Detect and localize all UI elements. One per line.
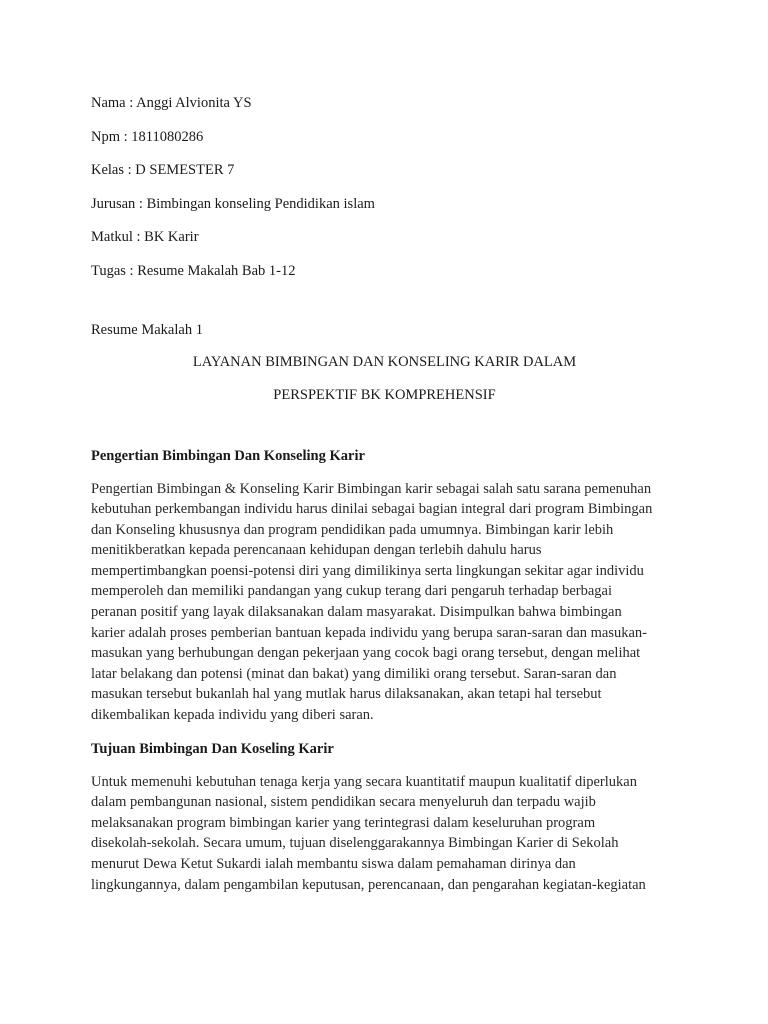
paragraph-line: dalam pembangunan nasional, sistem pendidikan secara menyeluruh dan terpadu wajib: [91, 794, 596, 811]
section-paragraph-tujuan: [91, 772, 678, 896]
paragraph-line: peranan positif yang layak dilaksanakan dalam masyarakat. Disimpulkan bahwa bimbingan: [91, 604, 622, 621]
paragraph-line: disekolah-sekolah. Secara umum, tujuan diselenggarakannya Bimbingan Karier di Sekolah: [91, 835, 619, 852]
paragraph-line: mempertimbangkan poensi-potensi diri yang dimilikinya serta lingkungan sekitar agar individu: [91, 562, 644, 579]
document-title-line-2: PERSPEKTIF BK KOMPREHENSIF: [273, 386, 496, 403]
course-name: Matkul : BK Karir: [91, 229, 199, 245]
section-heading-tujuan: Tujuan Bimbingan Dan Koseling Karir: [91, 740, 334, 757]
assignment-name: Tugas : Resume Makalah Bab 1-12: [91, 262, 296, 279]
student-major: Jurusan : Bimbingan konseling Pendidikan islam: [91, 195, 375, 212]
student-class: Kelas : D SEMESTER 7: [91, 162, 235, 178]
paragraph-line: menurut Dewa Ketut Sukardi ialah membantu siswa dalam pemahaman dirinya dan: [91, 856, 576, 872]
paragraph-line: dikembalikan kepada individu yang diberi saran.: [91, 707, 374, 724]
paragraph-line: masukan tersebut bukanlah hal yang mutlak harus dilaksanakan, akan tetapi hal tersebut: [91, 686, 602, 703]
paragraph-line: Pengertian Bimbingan & Konseling Karir Bimbingan karir sebagai salah satu sarana pemenuhan: [91, 480, 652, 497]
student-info-block: [91, 0, 678, 280]
section-paragraph-pengertian: [91, 479, 678, 726]
section-heading-pengertian: Pengertian Bimbingan Dan Konseling Karir: [91, 447, 365, 464]
student-npm: Npm : 1811080286: [91, 128, 204, 145]
paragraph-line: menitikberatkan kepada perencanaan kehidupan dengan terlebih dahulu harus: [91, 542, 542, 559]
document-title-line-1: LAYANAN BIMBINGAN DAN KONSELING KARIR DALAM: [192, 353, 577, 370]
paragraph-line: kebutuhan perkembangan individu harus dinilai sebagai bagian integral dari program Bimbingan: [91, 501, 653, 518]
resume-label: Resume Makalah 1: [91, 321, 203, 338]
paragraph-line: dan Konseling khususnya dan program pendidikan pada umumnya. Bimbingan karir lebih: [91, 521, 614, 538]
paragraph-line: latar belakang dan potensi (minat dan bakat) yang dimiliki orang tersebut. Saran-saran dan: [91, 665, 617, 682]
paragraph-line: memperoleh dan memiliki pandangan yang cukup terang dari pengaruh terhadap berbagai: [91, 583, 612, 600]
paragraph-line: lingkungannya, dalam pengambilan keputusan, perencanaan, dan pengarahan kegiatan-kegiatan: [91, 876, 646, 893]
paragraph-line: Untuk memenuhi kebutuhan tenaga kerja yang secara kuantitatif maupun kualitatif diperlukan: [91, 773, 637, 790]
paragraph-line: masukan yang berhubungan dengan pekerjaan yang cocok bagi orang tersebut, dengan melihat: [91, 645, 641, 662]
paragraph-line: melaksanakan program bimbingan karier yang terintegrasi dalam keseluruhan program: [91, 814, 596, 831]
paragraph-line: karier adalah proses pemberian bantuan kepada individu yang berupa saran-saran dan masukan-: [91, 624, 648, 641]
student-name: Nama : Anggi Alvionita YS: [91, 95, 252, 111]
